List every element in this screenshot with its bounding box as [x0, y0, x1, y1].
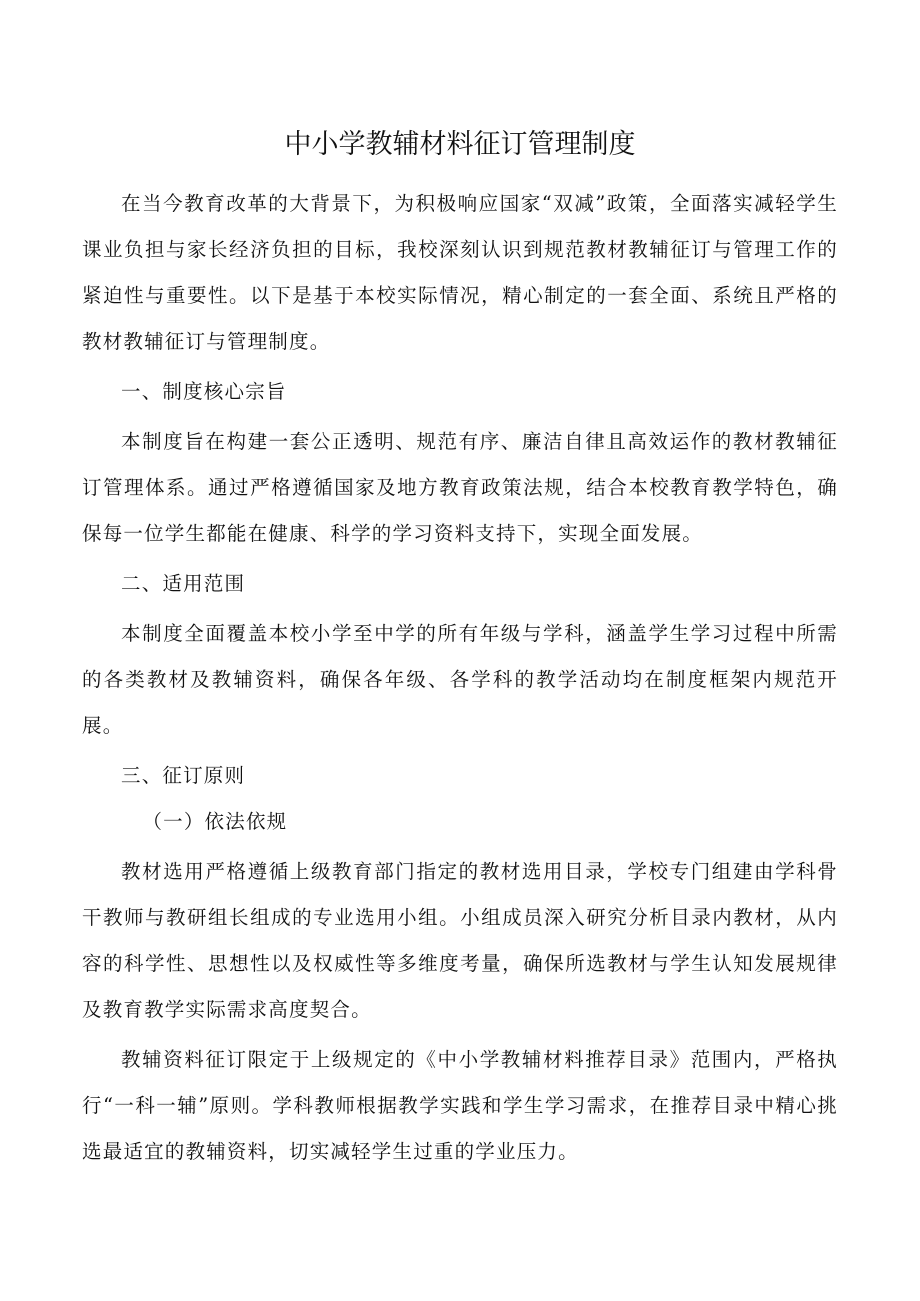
section-1-heading: 一、制度核心宗旨	[121, 380, 287, 403]
document-title: 中小学教辅材料征订管理制度	[284, 129, 636, 160]
section-3-sub-1-paragraph-1: 教材选用严格遵循上级教育部门指定的教材选用目录，学校专门组建由学科骨干教师与教研组长组成的专业选用小组。小组成员深入研究分析目录内教材，从内容的科学性、思想性以及权威性等多维度考量，确保所选教材与学生认知发展规律及教育教学实际需求高度契合。	[82, 860, 838, 1021]
section-1-paragraph: 本制度旨在构建一套公正透明、规范有序、廉洁自律且高效运作的教材教辅征订管理体系。通过严格遵循国家及地方教育政策法规，结合本校教育教学特色，确保每一位学生都能在健康、科学的学习资料支持下，实现全面发展。	[82, 430, 838, 545]
section-3-heading: 三、征订原则	[121, 764, 246, 787]
section-3-sub-1-heading: （一）依法依规	[142, 810, 288, 833]
section-2-heading: 二、适用范围	[121, 572, 246, 595]
document-page	[82, 122, 838, 1175]
intro-paragraph: 在当今教育改革的大背景下，为积极响应国家“双减”政策，全面落实减轻学生课业负担与家长经济负担的目标，我校深刻认识到规范教材教辅征订与管理工作的紧迫性与重要性。以下是基于本校实际情况，精心制定的一套全面、系统且严格的教材教辅征订与管理制度。	[82, 192, 838, 353]
section-2-paragraph: 本制度全面覆盖本校小学至中学的所有年级与学科，涵盖学生学习过程中所需的各类教材及教辅资料，确保各年级、各学科的教学活动均在制度框架内规范开展。	[82, 622, 838, 737]
section-3-sub-1-paragraph-2: 教辅资料征订限定于上级规定的《中小学教辅材料推荐目录》范围内，严格执行“一科一辅”原则。学科教师根据教学实践和学生学习需求，在推荐目录中精心挑选最适宜的教辅资料，切实减轻学生过重的学业压力。	[82, 1048, 838, 1163]
